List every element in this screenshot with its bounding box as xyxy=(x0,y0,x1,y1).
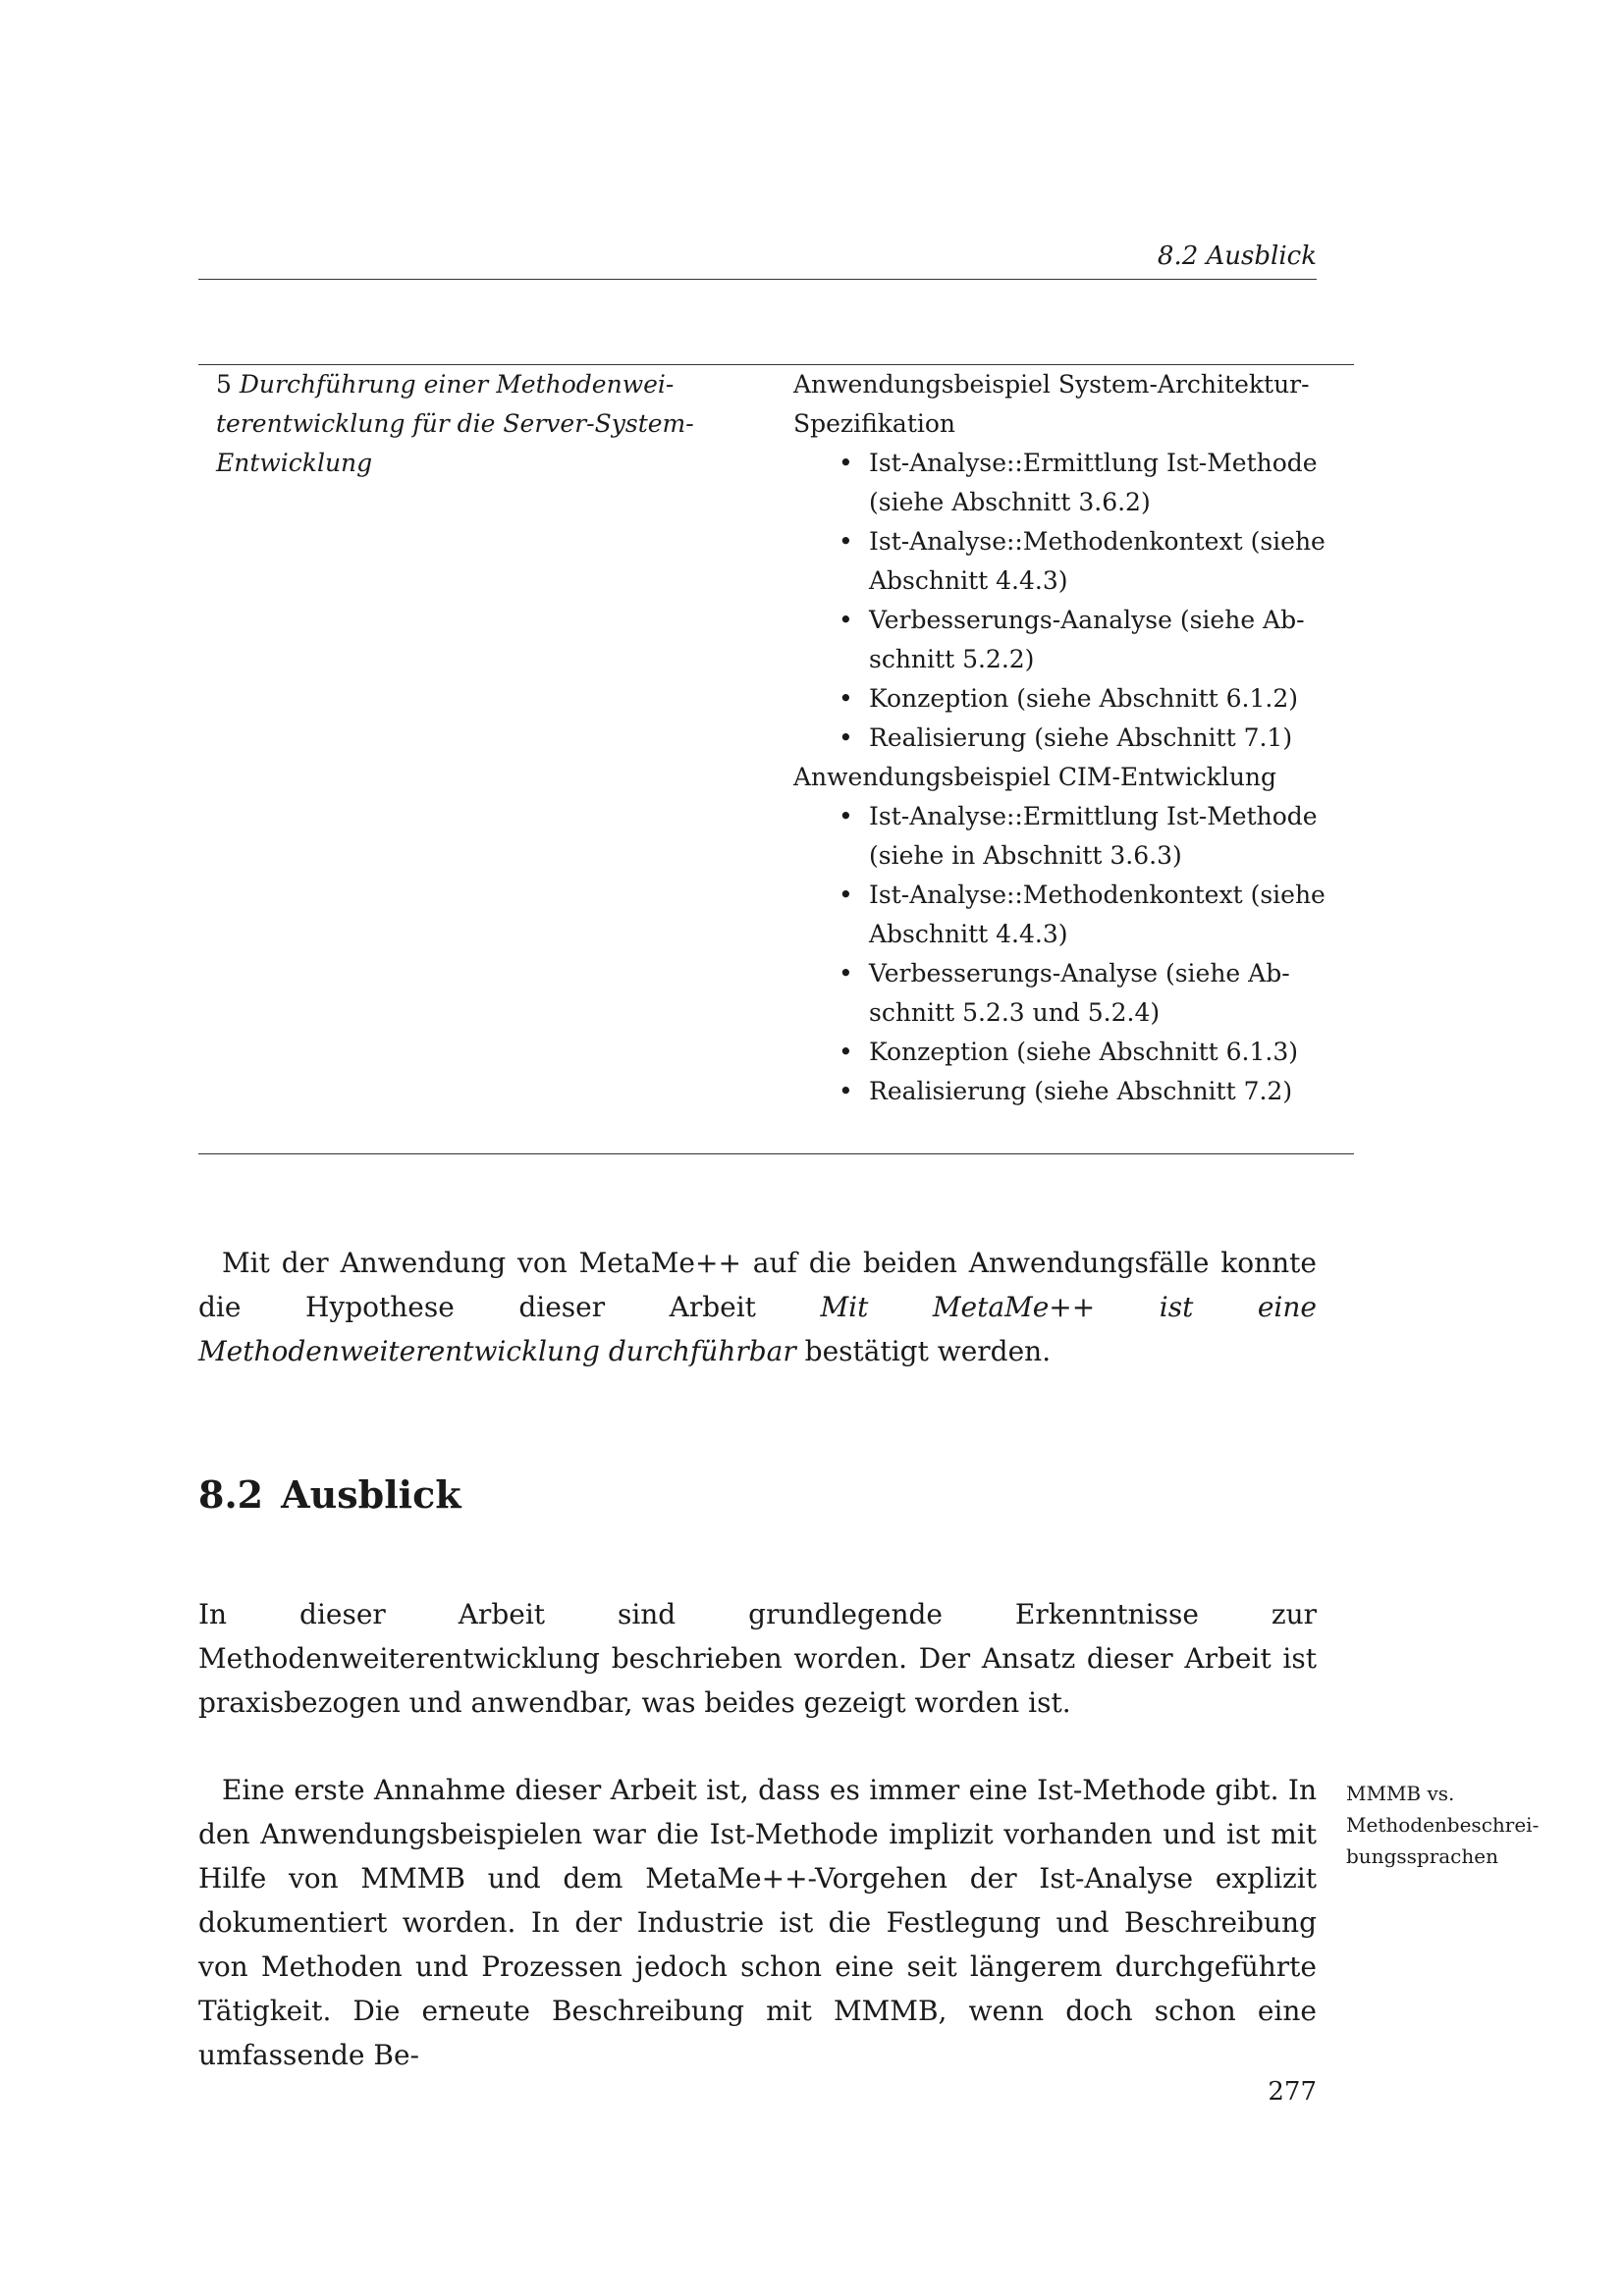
section-title: Ausblick xyxy=(281,1472,461,1517)
page-number: 277 xyxy=(1268,2077,1317,2107)
list-item: • Verbesserungs-Aanalyse (siehe Ab- schnitt 5.2.2) xyxy=(793,601,1353,679)
heading-line: Spezifikation xyxy=(793,409,956,438)
body-paragraph: Eine erste Annahme dieser Arbeit ist, dass es immer eine Ist-Methode gibt. In den Anwendungsbeispielen war die Ist-Methode implizit vorhanden und ist mit Hilfe von MMMB und dem MetaMe++-Vorgehen der Ist-Analyse explizit dokumentiert worden. In der Industrie ist die Festlegung und Beschreibung von Methoden und Prozessen jedoch schon eine seit längerem durchgeführte Tätigkeit. Die erneute Beschreibung mit MMMB, wenn doch schon eine umfassende Be- xyxy=(198,1774,1317,2071)
table-right-cell xyxy=(793,365,1353,1111)
phase-title-line: Entwicklung xyxy=(216,449,373,477)
example-group-heading xyxy=(793,365,1353,444)
phase-number: 5 xyxy=(216,370,232,399)
margin-note: MMMB vs. Methodenbeschrei- bungssprachen xyxy=(1346,1782,1540,1868)
list-item: • Ist-Analyse::Methodenkontext (siehe Abschnitt 4.4.3) xyxy=(793,522,1353,601)
list-item: • Konzeption (siehe Abschnitt 6.1.3) xyxy=(793,1033,1353,1072)
running-head: 8.2 Ausblick xyxy=(1157,241,1317,271)
example-group-heading xyxy=(793,758,1353,797)
hypothesis-text: Mit MetaMe++ ist eine Methodenweiterentwicklung durchführbar xyxy=(198,1291,1317,1367)
section-number: 8.2 xyxy=(198,1472,264,1517)
list-item: • Ist-Analyse::Ermittlung Ist-Methode (siehe Abschnitt 3.6.2) xyxy=(793,444,1353,522)
list-item: • Realisierung (siehe Abschnitt 7.2) xyxy=(793,1072,1353,1111)
list-item: • Konzeption (siehe Abschnitt 6.1.2) xyxy=(793,679,1353,719)
table-left-cell xyxy=(216,365,707,483)
example-item-list xyxy=(793,444,1353,758)
section-heading xyxy=(198,1472,479,1517)
list-item: • Verbesserungs-Analyse (siehe Ab- schnitt 5.2.3 und 5.2.4) xyxy=(793,954,1353,1033)
list-item: • Ist-Analyse::Ermittlung Ist-Methode (siehe in Abschnitt 3.6.3) xyxy=(793,797,1353,876)
body-paragraph: In dieser Arbeit sind grundlegende Erkenntnisse zur Methodenweiterentwicklung beschrieben worden. Der Ansatz dieser Arbeit ist praxisbezogen und anwendbar, was beides gezeigt worden ist. xyxy=(198,1598,1317,1719)
heading-line: Anwendungsbeispiel System-Architektur- xyxy=(793,370,1310,399)
header-rule xyxy=(198,279,1317,280)
phase-title-line: Durchführung einer Methodenwei- xyxy=(239,370,675,399)
list-item: • Ist-Analyse::Methodenkontext (siehe Abschnitt 4.4.3) xyxy=(793,876,1353,954)
example-item-list xyxy=(793,797,1353,1111)
conclusion-paragraph: Mit der Anwendung von MetaMe++ auf die beiden Anwendungsfälle konnte die Hypothese dieser Arbeit Mit MetaMe++ ist eine Methodenweiterentwicklung durchführbar bestätigt werden. xyxy=(198,1247,1317,1367)
table-bottom-rule xyxy=(198,1153,1354,1154)
phase-title-line: terentwicklung für die Server-System- xyxy=(216,409,694,438)
heading-line: Anwendungsbeispiel CIM-Entwicklung xyxy=(793,763,1277,791)
list-item: • Realisierung (siehe Abschnitt 7.1) xyxy=(793,719,1353,758)
